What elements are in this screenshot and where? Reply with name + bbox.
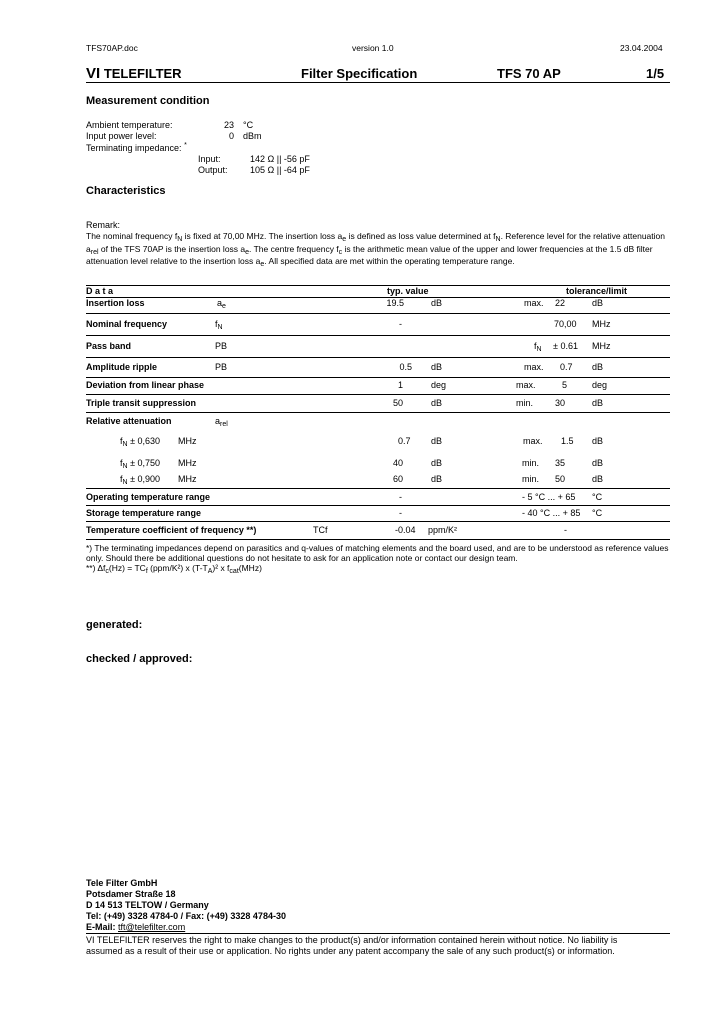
generated-label: generated: — [86, 619, 143, 631]
row-tcf-tol: - — [564, 525, 567, 535]
footnote-1-line-1: *) The terminating impedances depend on parasitics and q-values of matching elements and the board used, and are to be understood as reference values — [86, 543, 669, 553]
row-deviation-typ-unit: deg — [431, 380, 447, 390]
output-label: Output: — [198, 165, 228, 175]
row-insertion-typ-unit: dB — [431, 298, 443, 308]
rel-row-3-typ-unit: dB — [431, 474, 443, 484]
remark-line-3: attenuation level relative to the insertion loss $a_e$. All specified data are met within the operating temperature range. — [86, 256, 515, 268]
row-sttemp-typ: - — [399, 508, 402, 518]
ambient-value: 23 — [224, 120, 235, 130]
row-divider — [86, 394, 670, 395]
row-passband-symbol: PB — [215, 341, 228, 351]
rel-row-1-typ: 0.7 — [398, 436, 411, 446]
row-optemp-tol-unit: °C — [592, 492, 603, 502]
row-sttemp-tol-unit: °C — [592, 508, 603, 518]
row-ripple-name: Amplitude ripple — [86, 362, 158, 372]
rel-row-3-tol-unit: dB — [592, 474, 604, 484]
rel-row-1-freq: $f_N \pm 0,630$ — [120, 436, 161, 448]
row-insertion-typ: 19.5 — [386, 298, 404, 308]
row-nominal-tol-unit: MHz — [592, 319, 611, 329]
rel-row-1-tol: 1.5 — [561, 436, 574, 446]
row-nominal-symbol: $f_N$ — [215, 319, 223, 331]
page-number: 1/5 — [646, 66, 665, 81]
row-ripple-typ-unit: dB — [431, 362, 443, 372]
row-divider — [86, 521, 670, 522]
col-header-data: D a t a — [86, 286, 114, 296]
row-nominal-typ: - — [399, 319, 402, 329]
col-header-tolerance: tolerance/limit — [566, 286, 628, 296]
version-label: version 1.0 — [352, 43, 394, 53]
row-triple-tol-unit: dB — [592, 398, 604, 408]
row-triple-typ: 50 — [393, 398, 404, 408]
footnote-1-line-2: only. Should there be additional questions do not hesitate to ask for an application note or contact our design team. — [86, 553, 518, 563]
rel-row-2-tol-kind: min. — [522, 458, 540, 468]
rel-row-1-unit: MHz — [178, 436, 197, 446]
row-divider — [86, 313, 670, 314]
footer-disclaimer-1: VI TELEFILTER reserves the right to make changes to the product(s) and/or information contained herein without notice. No liability is — [86, 935, 618, 945]
row-divider — [86, 377, 670, 378]
footer-street: Potsdamer Straße 18 — [86, 889, 176, 899]
company-logo: VI — [86, 65, 101, 82]
company-name: TELEFILTER — [103, 66, 182, 81]
row-ripple-symbol: PB — [215, 362, 228, 372]
row-tcf-typ: -0.04 — [395, 525, 416, 535]
footnote-2: **) $\Delta f_c(Hz) = TC_f$ (ppm/K²) x $(T-T_A)^2$ x $f_{cat}(MHz)$ — [86, 563, 262, 575]
checked-label: checked / approved: — [86, 653, 193, 665]
row-divider — [86, 335, 670, 336]
row-sttemp-tol: - 40 °C ... + 85 — [522, 508, 581, 518]
rel-row-1-typ-unit: dB — [431, 436, 443, 446]
rel-row-3-freq: $f_N \pm 0,900$ — [120, 474, 161, 486]
footer-email-line — [86, 922, 185, 932]
row-divider — [86, 357, 670, 358]
footer-company: Tele Filter GmbH — [86, 878, 158, 888]
row-triple-name: Triple transit suppression — [86, 398, 197, 408]
rel-row-2-typ: 40 — [393, 458, 404, 468]
row-tcf-symbol: TCf — [313, 525, 328, 535]
power-value: 0 — [229, 131, 235, 141]
rel-row-3-typ: 60 — [393, 474, 404, 484]
row-nominal-name: Nominal frequency — [86, 319, 168, 329]
rel-row-3-tol-kind: min. — [522, 474, 540, 484]
row-insertion-tol-kind: max. — [524, 298, 544, 308]
row-passband-tol-pre: $f_N$ — [534, 341, 542, 353]
row-optemp-name: Operating temperature range — [86, 492, 211, 502]
rel-row-2-typ-unit: dB — [431, 458, 443, 468]
row-ripple-tol: 0.7 — [560, 362, 573, 372]
footer-rule — [86, 933, 670, 934]
row-passband-tol: ± 0.61 — [553, 341, 578, 351]
rel-row-2-freq: $f_N \pm 0,750$ — [120, 458, 161, 470]
row-relative-name: Relative attenuation — [86, 416, 172, 426]
row-deviation-typ: 1 — [398, 380, 404, 390]
row-divider — [86, 412, 670, 413]
row-ripple-tol-kind: max. — [524, 362, 544, 372]
row-tcf-typ-unit: ppm/K² — [428, 525, 458, 535]
remark-line-1: The nominal frequency $f_N$ is fixed at 70,00 MHz. The insertion loss $a_e$ is defined as loss value determined at $f_N$. Reference level for the relative attenuation — [86, 231, 665, 243]
footer-disclaimer-2: assumed as a result of their use or application. No rights under any patent accompany the sale of any such product(s) or information. — [86, 946, 615, 956]
ambient-unit: °C — [243, 120, 254, 130]
rel-row-2-tol-unit: dB — [592, 458, 604, 468]
remark-label: Remark: — [86, 220, 121, 230]
title-divider — [86, 82, 670, 83]
footer-email-label: E-Mail: — [86, 922, 116, 932]
row-optemp-tol: - 5 °C ... + 65 — [522, 492, 576, 502]
row-passband-name: Pass band — [86, 341, 132, 351]
title-bar — [86, 65, 182, 82]
table-bottom-rule — [86, 539, 670, 540]
row-divider — [86, 488, 670, 489]
row-insertion-name: Insertion loss — [86, 298, 145, 308]
impedance-label-text: Terminating impedance: — [86, 143, 182, 153]
row-tcf-name: Temperature coefficient of frequency **) — [86, 525, 257, 535]
row-deviation-tol-kind: max. — [516, 380, 536, 390]
output-value: 105 Ω || -64 pF — [250, 165, 310, 175]
file-name: TFS70AP.doc — [86, 43, 138, 53]
row-ripple-tol-unit: dB — [592, 362, 604, 372]
footer-phone: Tel: (+49) 3328 4784-0 / Fax: (+49) 3328 4784-30 — [86, 911, 286, 921]
rel-row-1-tol-unit: dB — [592, 436, 604, 446]
row-nominal-tol: 70,00 — [554, 319, 577, 329]
power-label: Input power level: — [86, 131, 157, 141]
impedance-label — [86, 142, 187, 153]
ambient-label: Ambient temperature: — [86, 120, 173, 130]
input-label: Input: — [198, 154, 221, 164]
row-insertion-symbol: $a_e$ — [217, 298, 226, 310]
row-insertion-tol-unit: dB — [592, 298, 604, 308]
row-passband-tol-unit: MHz — [592, 341, 611, 351]
row-sttemp-name: Storage temperature range — [86, 508, 202, 518]
row-ripple-typ: 0.5 — [399, 362, 412, 372]
remark-line-2: $a_{rel}$ of the TFS 70AP is the insertion loss $a_e$. The centre frequency $f_c$ is the arithmetic mean value of the upper and lower frequencies at the 1.5 dB filter — [86, 244, 653, 256]
power-unit: dBm — [243, 131, 262, 141]
row-optemp-typ: - — [399, 492, 402, 502]
footer-city: D 14 513 TELTOW / Germany — [86, 900, 209, 910]
row-insertion-tol: 22 — [555, 298, 566, 308]
product-name: TFS 70 AP — [497, 66, 561, 81]
row-triple-tol-kind: min. — [516, 398, 534, 408]
input-value: 142 Ω || -56 pF — [250, 154, 310, 164]
footer-email-link[interactable]: tft@telefilter.com — [118, 922, 186, 932]
row-triple-tol: 30 — [555, 398, 566, 408]
row-divider — [86, 505, 670, 506]
impedance-footnote-mark: * — [184, 142, 187, 149]
characteristics-heading: Characteristics — [86, 185, 166, 197]
doc-type: Filter Specification — [301, 66, 418, 81]
doc-date: 23.04.2004 — [620, 43, 663, 53]
row-deviation-name: Deviation from linear phase — [86, 380, 205, 390]
table-header-rule — [86, 297, 670, 298]
rel-row-3-tol: 50 — [555, 474, 566, 484]
row-triple-typ-unit: dB — [431, 398, 443, 408]
rel-row-1-tol-kind: max. — [523, 436, 543, 446]
col-header-typ: typ. value — [387, 286, 429, 296]
row-deviation-tol: 5 — [562, 380, 568, 390]
rel-row-3-unit: MHz — [178, 474, 197, 484]
row-relative-symbol: $a_{rel}$ — [215, 416, 228, 428]
rel-row-2-tol: 35 — [555, 458, 566, 468]
row-deviation-tol-unit: deg — [592, 380, 608, 390]
rel-row-2-unit: MHz — [178, 458, 197, 468]
measurement-heading: Measurement condition — [86, 95, 210, 107]
